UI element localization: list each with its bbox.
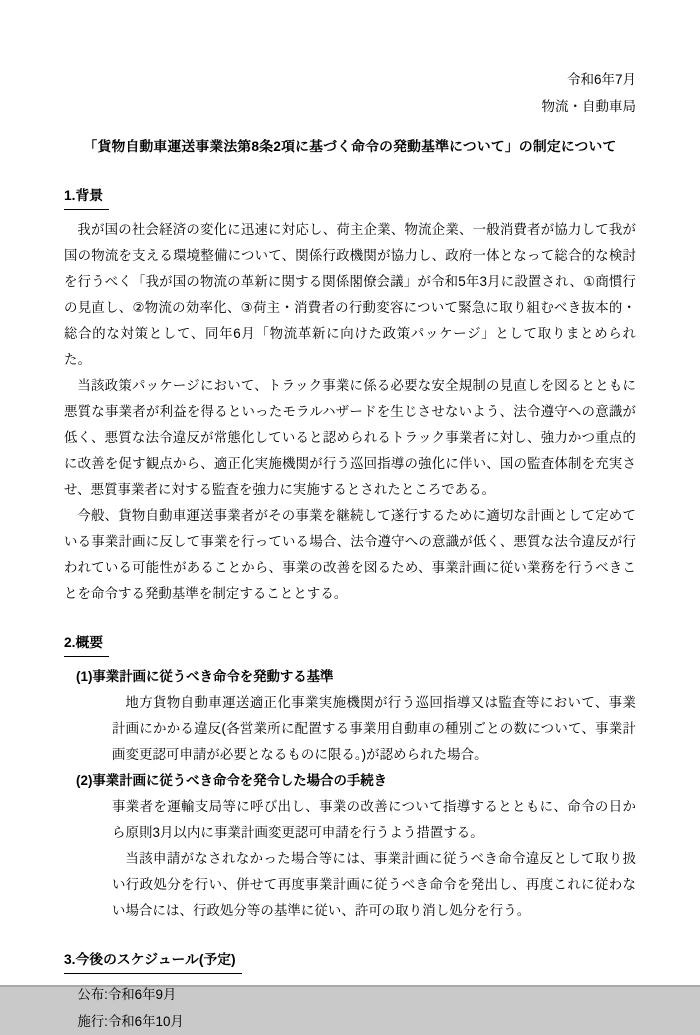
background-paragraph-1: 我が国の社会経済の変化に迅速に対応し、荷主企業、物流企業、一般消費者が協力して我が国の物流を支える環境整備について、関係行政機関が協力し、政府一体となって総合的な検討を行うべく「我が国の物流の革新に関する関係閣僚会議」が令和5年3月に設置され、①商慣行の見直し、②物流の効率化、③荷主・消費者の行動変容について緊急に取り組むべき抜本的・総合的な対策として、同年6月「物流革新に向けた政策パッケージ」として取りまとめられた。 bbox=[64, 222, 637, 367]
overview-item-1-body bbox=[112, 690, 636, 768]
document-header bbox=[64, 66, 636, 120]
section-schedule bbox=[64, 948, 636, 1035]
document-title: 「貨物自動車運送事業法第8条2項に基づく命令の発動基準について」の制定について bbox=[83, 139, 617, 154]
background-paragraph-3: 今般、貨物自動車運送事業者がその事業を継続して遂行するために適切な計画として定めている事業計画に反して事業を行っている場合、法令遵守への意識が低く、悪質な法令違反が行われている可能性があることから、事業の改善を図るため、事業計画に従い業務を行うべきことを命令する発動基準を制定することとする。 bbox=[64, 508, 636, 601]
background-paragraph-2: 当該政策パッケージにおいて、トラック事業に係る必要な安全規制の見直しを図るとともに悪質な事業者が利益を得るといったモラルハザードを生じさせないよう、法令遵守への意識が低く、悪質な法令違反が常態化していると認められるトラック事業者に対し、強力かつ重点的に改善を促す観点から、適正化実施機関が行う巡回指導の強化に伴い、国の監査体制を充実させ、悪質事業者に対する監査を強力に実施するとされたところである。 bbox=[64, 378, 636, 497]
section-schedule-heading-text: 3.今後のスケジュール(予定) bbox=[64, 948, 242, 974]
document-date: 令和6年7月 bbox=[566, 72, 636, 87]
overview-item-1-paragraph: 地方貨物自動車運送適正化事業実施機関が行う巡回指導又は監査等において、事業計画にかかる違反(各営業所に配置する事業用自動車の種別ごとの数について、事業計画変更認可申請が必要となるものに限る。)が認められた場合。 bbox=[112, 695, 636, 762]
section-background-heading-text: 1.背景 bbox=[64, 184, 109, 210]
overview-item-2-paragraph-1: 事業者を運輸支局等に呼び出し、事業の改善について指導するとともに、命令の日から原則3月以内に事業計画変更認可申請を行うよう措置する。 bbox=[112, 799, 636, 840]
section-overview bbox=[64, 631, 636, 924]
section-background bbox=[64, 184, 636, 607]
overview-item-1 bbox=[64, 664, 636, 768]
overview-item-1-label: (1)事業計画に従うべき命令を発動する基準 bbox=[76, 669, 334, 684]
issuing-bureau: 物流・自動車局 bbox=[541, 99, 636, 114]
overview-item-2-paragraph-2: 当該申請がなされなかった場合等には、事業計画に従うべき命令違反として取り扱い行政処分を行い、併せて再度事業計画に従うべき命令を発出し、再度これに従わない場合には、行政処分等の基準に従い、許可の取り消し処分を行う。 bbox=[112, 851, 636, 918]
overview-item-2-label: (2)事業計画に従うべき命令を発令した場合の手続き bbox=[76, 773, 388, 788]
schedule-promulgation: 公布:令和6年9月 bbox=[77, 987, 177, 1002]
section-overview-heading bbox=[64, 631, 636, 657]
section-schedule-heading bbox=[64, 948, 636, 974]
section-background-heading bbox=[64, 184, 636, 210]
schedule-enforcement: 施行:令和6年10月 bbox=[77, 1014, 184, 1029]
overview-item-2 bbox=[64, 768, 636, 924]
section-overview-heading-text: 2.概要 bbox=[64, 631, 109, 657]
overview-item-2-body bbox=[112, 794, 636, 924]
